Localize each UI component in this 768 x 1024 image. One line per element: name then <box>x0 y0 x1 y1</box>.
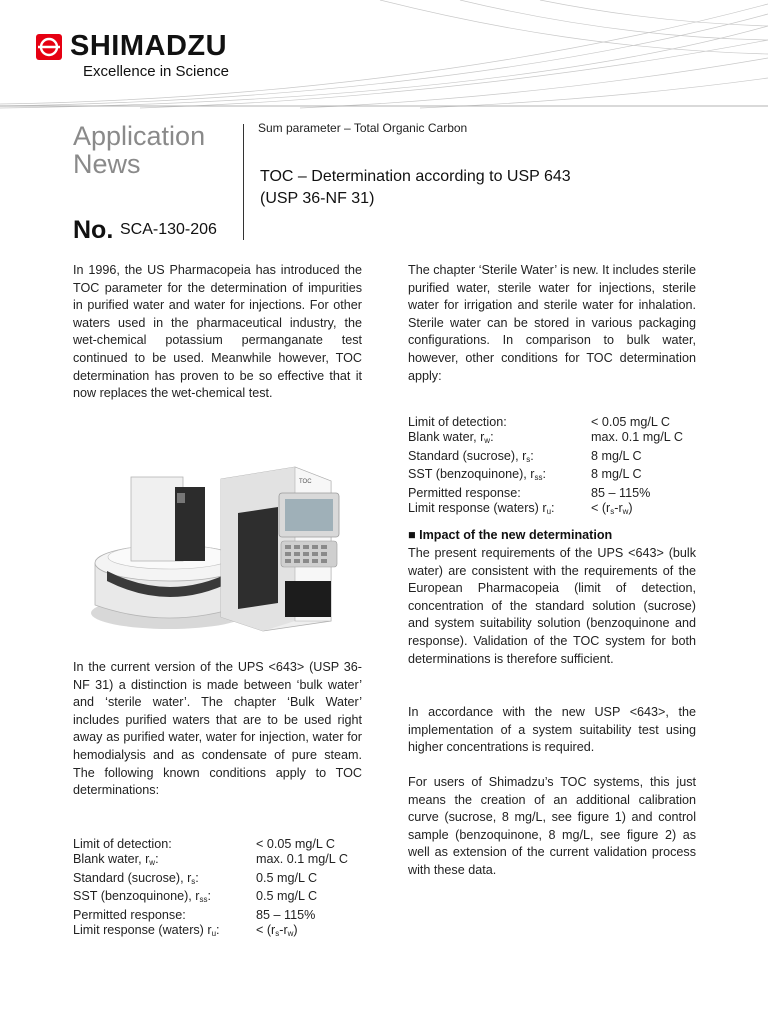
table-row <box>408 415 708 430</box>
usp-643-paragraph: In accordance with the new USP <643>, the implementation of a system suitability test using higher concentrations is required. <box>408 705 696 755</box>
masthead-divider <box>243 124 244 240</box>
document-number-label: No. <box>73 216 114 244</box>
table-row <box>73 889 373 907</box>
condition-label: Permitted response: <box>73 907 186 922</box>
table-row <box>408 486 708 501</box>
condition-label: Standard (sucrose), $r_s$: <box>73 870 199 886</box>
impact-paragraph: The present requirements of the UPS <643> (bulk water) are consistent with the requirements of the European Pharmacopeia (limit of detection, concentration of the standard solution (sucrose) and system suitability solution (benzoquinone and response). Validation of the TOC system for both determinations is therefore sufficient. <box>408 546 696 666</box>
application-news-line1: Application <box>73 121 206 151</box>
condition-label: SST (benzoquinone), $r_{ss}$: <box>408 467 546 483</box>
document-subject: Sum parameter – Total Organic Carbon <box>258 121 468 135</box>
shimadzu-users-paragraph: For users of Shimadzu’s TOC systems, this just means the creation of an additional calibration curve (sucrose, 8 mg/L, see figure 1) and control sample (benzoquinone, 8 mg/L, see figure 2) as well as extension of the current validation process with these data. <box>408 775 696 877</box>
document-title-line2: (USP 36-NF 31) <box>260 190 375 207</box>
condition-label: Standard (sucrose), $r_s$: <box>408 448 534 464</box>
sterile-water-paragraph: The chapter ‘Sterile Water’ is new. It includes sterile purified water, sterile water for injections, sterile water for irrigation and sterile water for inhalation. Sterile water can be stored in various packaging configurations. In comparison to bulk water, however, other conditions for TOC determination apply: <box>408 263 696 383</box>
condition-value: 85 – 115% <box>591 485 651 500</box>
intro-paragraph: In 1996, the US Pharmacopeia has introduced the TOC parameter for the determination of impurities in purified water and water for injections. For other waters used in the pharmaceutical industry, the wet-chemical potassium permanganate test continued to be used. Meanwhile however, TOC determination has proven to be so effective that it now replaces the wet-chemical test. <box>73 263 362 401</box>
shimadzu-logo-mark <box>36 34 62 60</box>
condition-label: Limit response (waters) $r_u$: <box>408 501 555 517</box>
condition-label: Permitted response: <box>408 485 521 500</box>
brand-tagline: Excellence in Science <box>83 63 229 80</box>
condition-label: Blank water, $r_w$: <box>73 852 159 868</box>
condition-value: < $(r_s-r_w)$ <box>591 501 633 517</box>
table-row <box>408 501 708 519</box>
table-row <box>73 908 373 923</box>
analyzer-brand-label: TOC <box>299 479 312 485</box>
condition-label: Limit response (waters) $r_u$: <box>73 923 220 939</box>
condition-value: 8 mg/L C <box>591 448 642 463</box>
document-number: SCA-130-206 <box>120 221 217 238</box>
table-row <box>408 430 708 448</box>
application-news-title <box>73 122 205 178</box>
toc-analyzer-photo <box>73 453 362 643</box>
section-heading: ■ Impact of the new determination <box>408 528 613 542</box>
table-row <box>73 871 373 889</box>
condition-value: 85 – 115% <box>256 907 316 922</box>
condition-label: SST (benzoquinone), $r_{ss}$: <box>73 889 211 905</box>
condition-value: max. 0.1 mg/L C <box>591 430 683 445</box>
condition-value: max. 0.1 mg/L C <box>256 852 348 867</box>
bulk-water-paragraph: In the current version of the UPS <643> (USP 36-NF 31) a distinction is made between ‘bulk water’ and ‘sterile water’. The chapter ‘Bulk Water’ includes purified waters that are to be used right away as purified water, water for injection, water for hemodialysis and as condensate of pure steam. The following known conditions apply to TOC determinations: <box>73 660 362 798</box>
table-row <box>73 852 373 870</box>
condition-value: < 0.05 mg/L C <box>256 837 335 851</box>
sterile-water-conditions-table <box>408 415 708 519</box>
condition-value: 8 mg/L C <box>591 467 642 482</box>
table-row <box>73 837 373 852</box>
document-title <box>260 166 700 210</box>
document-title-line1: TOC – Determination according to USP 643 <box>260 168 571 185</box>
bulk-water-conditions-table <box>73 837 373 941</box>
condition-value: < $(r_s-r_w)$ <box>256 923 298 939</box>
condition-label: Limit of detection: <box>408 415 507 429</box>
table-row <box>408 449 708 467</box>
condition-value: < 0.05 mg/L C <box>591 415 670 429</box>
condition-value: 0.5 mg/L C <box>256 870 318 885</box>
table-row <box>73 923 373 941</box>
application-news-line2: News <box>73 149 141 179</box>
table-row <box>408 467 708 485</box>
condition-label: Limit of detection: <box>73 837 172 851</box>
condition-value: 0.5 mg/L C <box>256 889 318 904</box>
condition-label: Blank water, $r_w$: <box>408 430 494 446</box>
brand-logo-text: SHIMADZU <box>70 30 228 62</box>
